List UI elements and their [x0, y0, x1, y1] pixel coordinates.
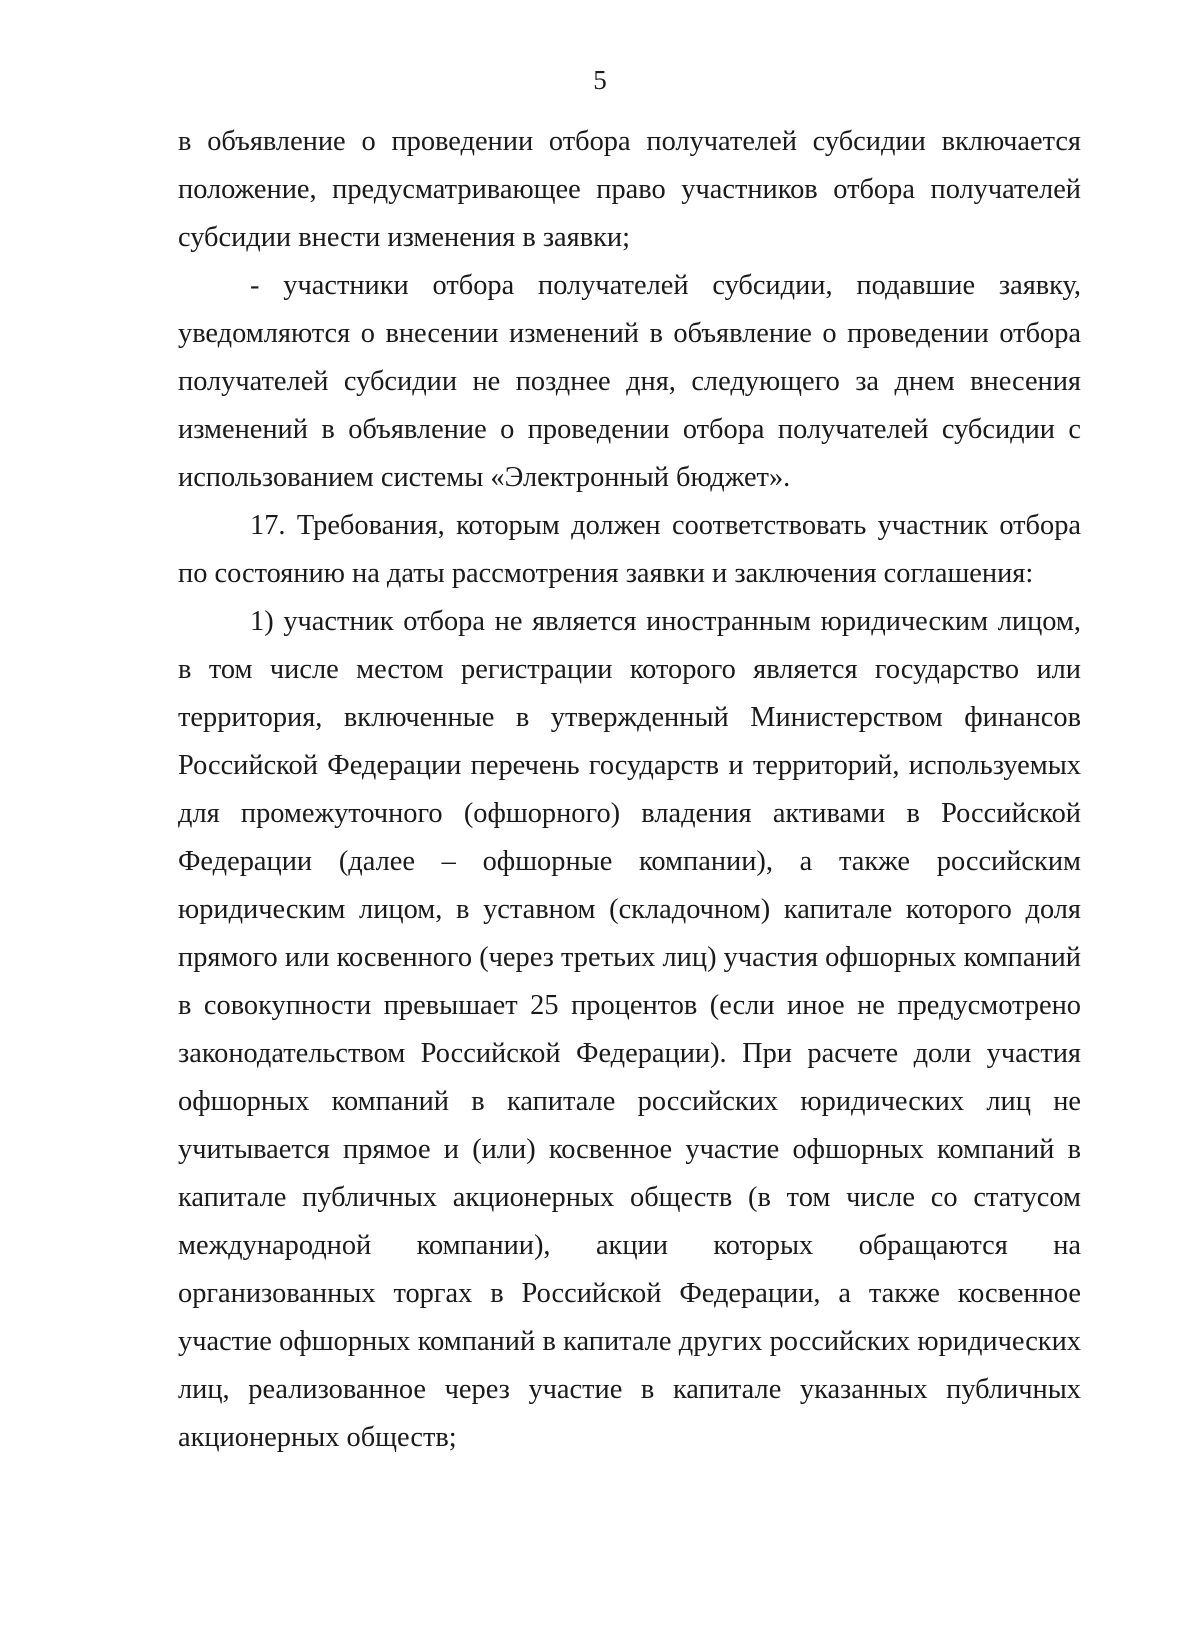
paragraph-notification: - участники отбора получателей субсидии, подавшие заявку, уведомляются о внесении изменений в объявление о проведении отбора получателей субсидии не позднее дня, следующего за днем внесения изменений в объявление о проведении отбора получателей субсидии с использованием системы «Электронный бюджет». — [178, 270, 1081, 493]
paragraph-section-17: 17. Требования, которым должен соответствовать участник отбора по состоянию на даты рассмотрения заявки и заключения соглашения: — [178, 510, 1081, 589]
paragraph-continuation: в объявление о проведении отбора получателей субсидии включается положение, предусматривающее право участников отбора получателей субсидии внести изменения в заявки; — [178, 126, 1081, 253]
paragraph-item-1: 1) участник отбора не является иностранным юридическим лицом, в том числе местом регистрации которого является государство или территория, включенные в утвержденный Министерством финансов Российской Федерации перечень государств и территорий, используемых для промежуточного (офшорного) владения активами в Российской Федерации (далее – офшорные компании), а также российским юридическим лицом, в уставном (складочном) капитале которого доля прямого или косвенного (через третьих лиц) участия офшорных компаний в совокупности превышает 25 процентов (если иное не предусмотрено законодательством Российской Федерации). При расчете доли участия офшорных компаний в капитале российских юридических лиц не учитывается прямое и (или) косвенное участие офшорных компаний в капитале публичных акционерных обществ (в том числе со статусом международной компании), акции которых обращаются на организованных торгах в Российской Федерации, а также косвенное участие офшорных компаний в капитале других российских юридических лиц, реализованное через участие в капитале указанных публичных акционерных обществ; — [178, 606, 1081, 1453]
document-body — [178, 118, 1081, 1462]
page-number: 5 — [593, 65, 607, 95]
